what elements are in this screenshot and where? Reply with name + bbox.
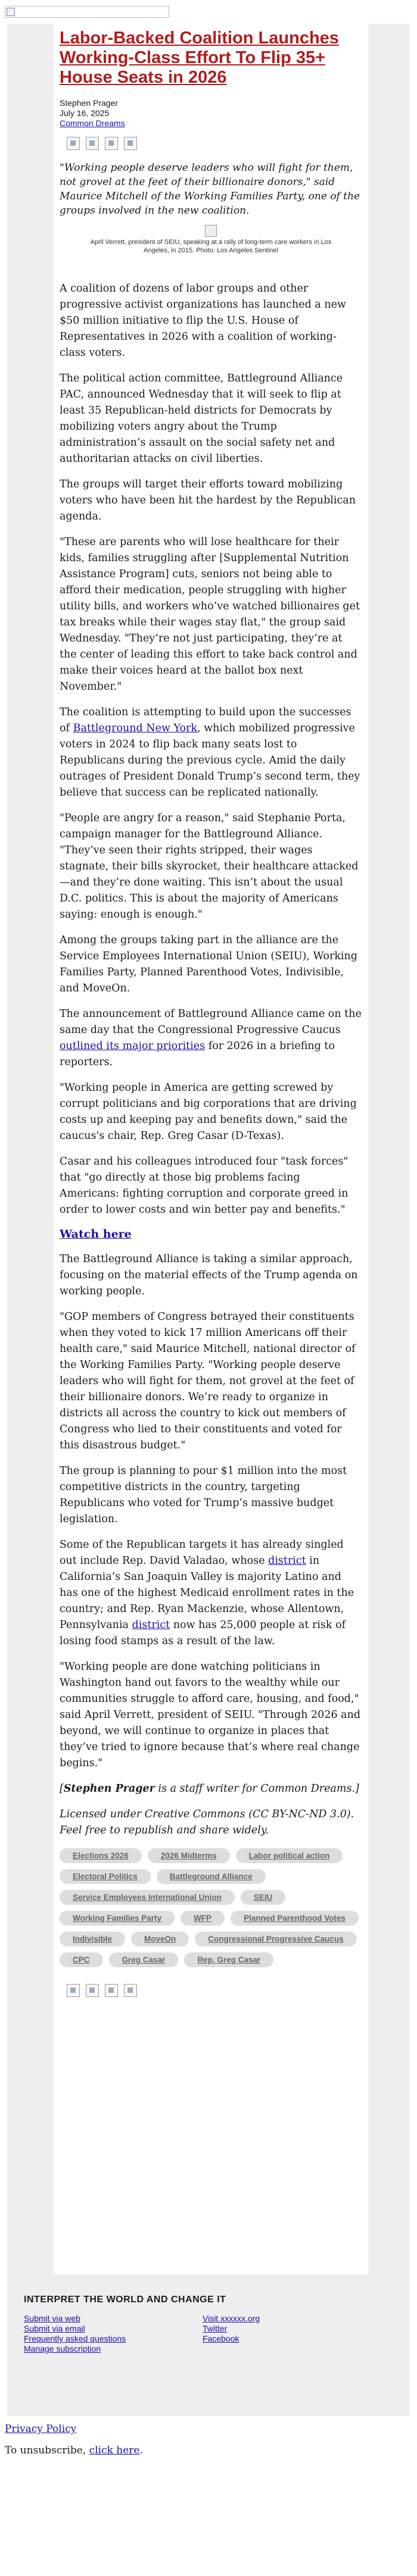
date: July 16, 2025: [60, 108, 110, 118]
tag[interactable]: 2026 Midterms: [148, 1848, 230, 1863]
email-share-icon[interactable]: [105, 1984, 118, 1997]
text: in California’s San Joaquin Valley is majority Latino and has one of the highest Medicaid enrollment rates in the country; and Rep. Ryan Mackenzie, whose Allentown, Pennsylvania: [60, 1555, 354, 1631]
text: is a staff writer for Common Dreams.]: [154, 1783, 359, 1795]
footer-content: [24, 2295, 381, 2354]
tag[interactable]: Service Employees International Union: [60, 1890, 235, 1905]
tag[interactable]: Elections 2026: [60, 1848, 142, 1863]
text: The coalition is attempting to build upon the successes of: [60, 706, 351, 734]
article-card: [54, 24, 368, 2392]
text: .: [139, 2444, 143, 2456]
footer-title: INTERPRET THE WORLD AND CHANGE IT: [24, 2295, 226, 2305]
tag[interactable]: Indivisible: [60, 1932, 125, 1946]
twitter-share-icon[interactable]: [86, 1984, 99, 1997]
valadao-district-link[interactable]: district: [268, 1555, 306, 1567]
facebook-share-icon[interactable]: [67, 137, 80, 150]
paragraph: Casar and his colleagues introduced four "task forces" that "go directly at those big problems facing Americans: fighting corruption and corporate greed in order to lower costs and win better pay and benefits.": [60, 1156, 348, 1216]
paragraph: "Working people are done watching politicians in Washington hand out favors to the wealthy while our communities struggle to afford care, housing, and food," said April Verrett, president of SEIU. "Through 2026 and beyond, we will continue to organize in places that they’ve tried to ignore because that’s where real change begins.": [60, 1661, 361, 1769]
photo-caption: April Verrett, president of SEIU, speaking at a rally of long-term care workers in Los Angeles, in 2015. Photo: Los Angeles Sentinel: [90, 239, 332, 254]
email-share-icon[interactable]: [105, 137, 118, 150]
tag[interactable]: Rep. Greg Casar: [184, 1952, 273, 1967]
paragraph: "These are parents who will lose healthcare for their kids, families struggling after [Supplemental Nutrition Assistance Program] cuts, seniors not being able to afford their medication, people struggling with higher utility bills, and workers who’ve watched billionaires get tax breaks while their wages stay flat," the group said Wednesday. "They’re not just participating, they’re at the center of leading this effort to take back control and make their voices heard at the ballot box next November.": [60, 536, 360, 693]
share-bar-top: [67, 137, 362, 150]
tag[interactable]: Labor political action: [236, 1848, 343, 1863]
facebook-link[interactable]: Facebook: [203, 2334, 239, 2343]
paragraph: [60, 1537, 362, 1649]
footer-col-left: [24, 2314, 203, 2354]
mackenzie-district-link[interactable]: district: [132, 1619, 170, 1631]
logo-image[interactable]: [5, 6, 169, 18]
battleground-new-york-link[interactable]: Battleground New York: [73, 722, 198, 734]
text: The announcement of Battleground Alliance came on the same day that the Congressional Progressive Caucus: [60, 1008, 362, 1036]
visit-site-link[interactable]: Visit xxxxxx.org: [203, 2314, 260, 2323]
headline[interactable]: Labor-Backed Coalition Launches Working-Class Effort To Flip 35+ House Seats in 2026: [60, 29, 339, 87]
manage-subscription-link[interactable]: Manage subscription: [24, 2344, 101, 2353]
privacy-policy-link[interactable]: Privacy Policy: [5, 2423, 77, 2435]
paragraph: [60, 705, 362, 801]
author: Stephen Prager: [60, 98, 119, 108]
paragraph: The groups will target their efforts toward mobilizing voters who have been hit the hardest by the Republican agenda.: [60, 478, 356, 522]
watch-here-link[interactable]: Watch here: [60, 1228, 132, 1241]
tag[interactable]: Working Families Party: [60, 1911, 175, 1926]
paragraph: "Working people in America are getting screwed by corrupt politicians and big corporations that are driving costs up and keeping pay and benefits down," said the caucus's chair, Rep. Greg Casar (D-Texas).: [60, 1082, 357, 1142]
newsletter-footer: [7, 2274, 410, 2393]
tag[interactable]: Greg Casar: [109, 1952, 179, 1967]
paragraph: [60, 1006, 362, 1071]
tag-list: [60, 1848, 362, 1967]
share-bar-bottom: [67, 1984, 362, 1997]
publication-link[interactable]: Common Dreams: [60, 118, 125, 128]
text: for 2026 in a briefing to reporters.: [60, 1040, 335, 1068]
paragraph: The Battleground Alliance is taking a similar approach, focusing on the material effects of the Trump agenda on working people.: [60, 1253, 358, 1297]
priorities-link[interactable]: outlined its major priorities: [60, 1040, 206, 1052]
tag[interactable]: MoveOn: [131, 1932, 189, 1946]
top-banner: [0, 0, 417, 24]
photo-image-icon: [205, 225, 217, 237]
paragraph: Among the groups taking part in the alliance are the Service Employees International Union (SEIU), Working Families Party, Planned Parenthood Votes, Indivisible, and MoveOn.: [60, 934, 357, 994]
paragraph: "People are angry for a reason," said Stephanie Porta, campaign manager for the Battleground Alliance. "They’ve seen their rights stripped, their wages stagnate, their bills skyrocket, their healthcare attacked—and they’re done waiting. This isn’t about the usual D.C. politics. This is about the majority of Americans saying: enough is enough.": [60, 812, 359, 921]
paragraph: "GOP members of Congress betrayed their constituents when they voted to kick 17 million Americans off their health care," said Maurice Mitchell, national director of the Working Families Party. "Working people deserve leaders who will fight for them, not grovel at the feet of their billionaire donors. We’re ready to organize in districts all across the country to kick out members of Congress who lied to their constituents and voted for this disastrous budget.": [60, 1311, 356, 1451]
submit-web-link[interactable]: Submit via web: [24, 2314, 80, 2323]
tag[interactable]: Congressional Progressive Caucus: [195, 1932, 356, 1946]
article-background: [7, 24, 410, 2416]
photo-block: [89, 225, 332, 255]
article-body: [60, 281, 362, 1839]
paragraph: The political action committee, Battleground Alliance PAC, announced Wednesday that it will seek to flip at least 35 Republican-held districts for Democrats by mobilizing voters angry about the Trump administration’s assault on the social safety net and authoritarian attacks on civil liberties.: [60, 373, 343, 465]
privacy-row: [5, 2423, 76, 2435]
text: Some of the Republican targets it has already singled out include Rep. David Valadao, whose: [60, 1539, 344, 1567]
author-bio: [60, 1781, 362, 1797]
byline: [60, 98, 362, 129]
link-share-icon[interactable]: [124, 137, 137, 150]
bio-name: Stephen Prager: [63, 1783, 155, 1795]
text: To unsubscribe,: [5, 2444, 89, 2456]
text: now has 25,000 people at risk of losing food stamps as a result of the law.: [60, 1619, 346, 1647]
submit-email-link[interactable]: Submit via email: [24, 2324, 85, 2333]
paragraph: The group is planning to pour $1 million into the most competitive districts in the country, targeting Republicans who voted for Trump’s massive budget legislation.: [60, 1465, 347, 1525]
twitter-share-icon[interactable]: [86, 137, 99, 150]
unsubscribe-link[interactable]: click here: [89, 2444, 140, 2456]
faq-link[interactable]: Frequently asked questions: [24, 2334, 126, 2343]
pull-quote: "Working people deserve leaders who will fight for them, not grovel at the feet of their billionaire donors," said Maurice Mitchell of the Working Families Party, one of the groups involved in the new coalition.: [60, 162, 360, 217]
twitter-link[interactable]: Twitter: [203, 2324, 228, 2333]
footer-col-right: [203, 2314, 381, 2354]
tag[interactable]: Electoral Politics: [60, 1869, 151, 1884]
tag[interactable]: SEIU: [241, 1890, 286, 1905]
paragraph: A coalition of dozens of labor groups and other progressive activist organizations has launched a new $50 million initiative to flip the U.S. House of Representatives in 2026 with a coalition of working-class voters.: [60, 283, 346, 359]
link-share-icon[interactable]: [124, 1984, 137, 1997]
footer-columns: [24, 2314, 381, 2354]
tag[interactable]: WFP: [181, 1911, 225, 1926]
unsubscribe-row: [5, 2444, 143, 2456]
license-note: Licensed under Creative Commons (CC BY-NC-ND 3.0). Feel free to republish and share widely.: [60, 1808, 354, 1836]
tag[interactable]: CPC: [60, 1952, 103, 1967]
text: [: [60, 1783, 64, 1795]
tag[interactable]: Planned Parenthood Votes: [231, 1911, 359, 1926]
tag[interactable]: Battleground Alliance: [157, 1869, 266, 1884]
facebook-share-icon[interactable]: [67, 1984, 80, 1997]
text: , which mobilized progressive voters in 2024 to flip back many seats lost to Republicans during the previous cycle. Amid the daily outrages of President Donald Trump’s second term, they believe that success can be replicated nationally.: [60, 722, 360, 799]
